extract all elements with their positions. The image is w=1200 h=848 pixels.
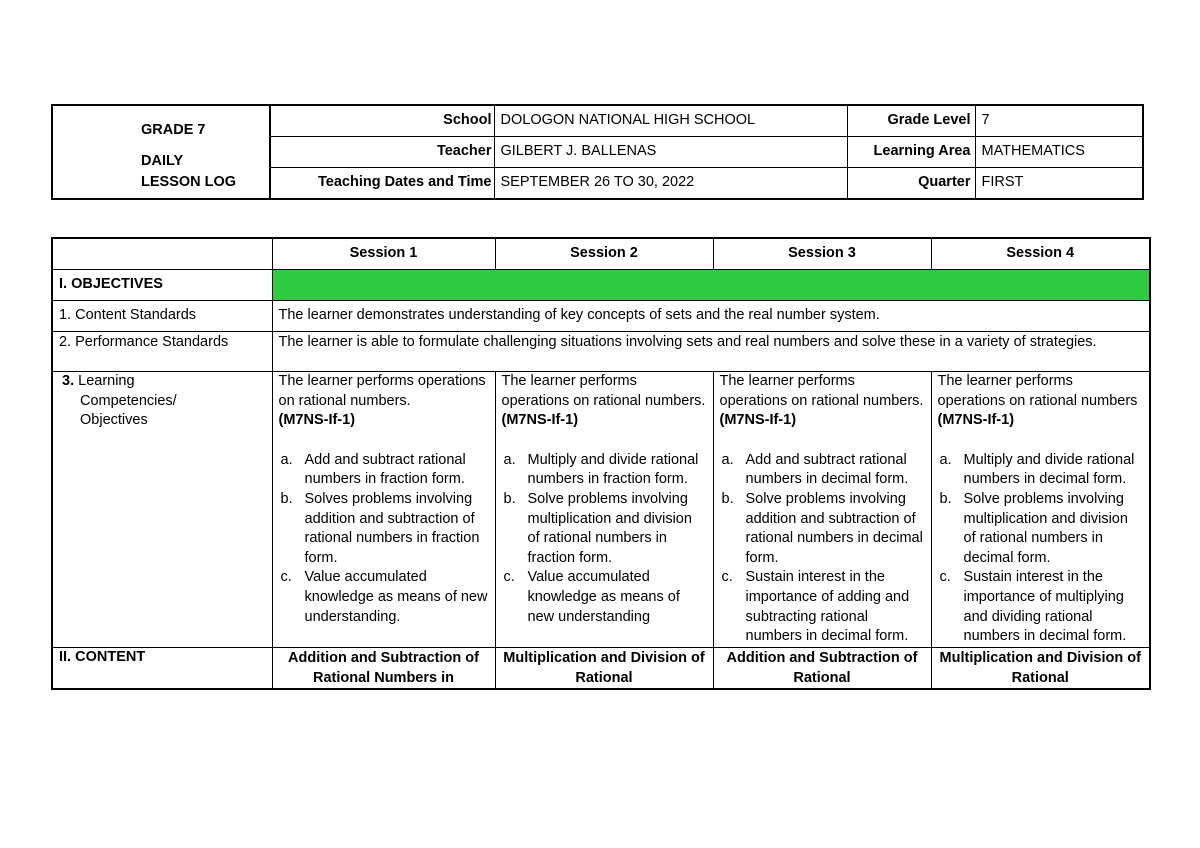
- content-cell-3: Addition and Subtraction of Rational: [713, 647, 931, 689]
- objective-list: [938, 451, 1144, 647]
- content-standards-row: [52, 301, 1150, 332]
- objective-list: [502, 451, 707, 627]
- objective-item: a. Multiply and divide rational numbers in fraction form.: [503, 451, 699, 488]
- teaching-dates-value: SEPTEMBER 26 TO 30, 2022: [494, 168, 847, 200]
- lesson-plan-table: [51, 237, 1151, 690]
- content-label: II. CONTENT: [52, 647, 272, 689]
- content-standards-label: 1. Content Standards: [52, 301, 272, 332]
- competency-code: (M7NS-If-1): [937, 412, 1015, 429]
- session-3-header: Session 3: [713, 238, 931, 270]
- competencies-row: [52, 372, 1150, 648]
- objective-item: a. Add and subtract rational numbers in fraction form.: [280, 451, 466, 488]
- grade-label: GRADE 7: [141, 122, 206, 138]
- competency-intro: The learner performs operations on rational numbers.: [278, 373, 486, 409]
- performance-standards-text: The learner is able to formulate challenging situations involving sets and real numbers and solve these in a variety of strategies.: [272, 332, 1150, 372]
- teacher-label: Teacher: [270, 137, 494, 168]
- objectives-green-bar: [272, 270, 1150, 301]
- school-value: DOLOGON NATIONAL HIGH SCHOOL: [494, 105, 847, 137]
- competencies-label-line3: Objectives: [80, 412, 148, 429]
- competency-intro: The learner performs operations on rational numbers.: [501, 373, 706, 409]
- objective-list: [720, 451, 925, 647]
- competency-cell-3: [713, 372, 931, 648]
- objective-item: c. Sustain interest in the importance of adding and subtracting rational numbers in decimal form.: [721, 569, 910, 645]
- objective-item: b. Solve problems involving addition and subtraction of rational numbers in decimal form.: [721, 490, 923, 566]
- learning-area-label: Learning Area: [847, 137, 975, 168]
- teaching-dates-label: Teaching Dates and Time: [270, 168, 494, 200]
- objectives-label: I. OBJECTIVES: [52, 270, 272, 301]
- competencies-label-line2: Competencies/: [80, 392, 177, 409]
- performance-standards-label: 2. Performance Standards: [52, 332, 272, 372]
- objective-item: c. Value accumulated knowledge as means of new understanding.: [280, 569, 488, 625]
- objectives-row: [52, 270, 1150, 301]
- grade-title: [52, 105, 270, 199]
- competency-cell-2: [495, 372, 713, 648]
- content-row: [52, 647, 1150, 689]
- teacher-value: GILBERT J. BALLENAS: [494, 137, 847, 168]
- quarter-label: Quarter: [847, 168, 975, 200]
- learning-area-value: MATHEMATICS: [975, 137, 1143, 168]
- objective-item: b. Solve problems involving multiplication and division of rational numbers in fraction form.: [503, 490, 692, 566]
- quarter-value: FIRST: [975, 168, 1143, 200]
- performance-standards-row: [52, 332, 1150, 372]
- competency-code: (M7NS-If-1): [719, 412, 797, 429]
- competency-cell-4: [931, 372, 1150, 648]
- competencies-label-line1: Learning: [78, 373, 135, 389]
- content-cell-2: Multiplication and Division of Rational: [495, 647, 713, 689]
- competency-code: (M7NS-If-1): [278, 412, 356, 429]
- session-2-header: Session 2: [495, 238, 713, 270]
- session-header-row: [52, 238, 1150, 270]
- competencies-number: 3.: [62, 373, 75, 389]
- objective-item: a. Multiply and divide rational numbers in decimal form.: [939, 451, 1135, 488]
- session-1-header: Session 1: [272, 238, 495, 270]
- content-cell-1: Addition and Subtraction of Rational Numbers in: [272, 647, 495, 689]
- grade-level-label: Grade Level: [847, 105, 975, 137]
- objective-list: [279, 451, 489, 627]
- competency-intro: The learner performs operations on rational numbers: [937, 373, 1138, 409]
- grade-level-value: 7: [975, 105, 1143, 137]
- school-label: School: [270, 105, 494, 137]
- blank-corner-cell: [52, 238, 272, 270]
- content-cell-4: Multiplication and Division of Rational: [931, 647, 1150, 689]
- objective-item: b. Solve problems involving multiplication and division of rational numbers in decimal form.: [939, 490, 1128, 566]
- content-standards-text: The learner demonstrates understanding of key concepts of sets and the real number system.: [272, 301, 1150, 332]
- daily-label: DAILY: [141, 153, 184, 169]
- objective-item: c. Sustain interest in the importance of multiplying and dividing rational numbers in decimal form.: [939, 569, 1127, 645]
- objective-item: b. Solves problems involving addition and subtraction of rational numbers in fraction form.: [280, 490, 480, 566]
- lesson-log-label: LESSON LOG: [141, 174, 237, 190]
- lesson-log-header: [51, 104, 1144, 200]
- objective-item: c. Value accumulated knowledge as means of new understanding: [503, 569, 680, 625]
- objective-item: a. Add and subtract rational numbers in decimal form.: [721, 451, 909, 488]
- competencies-label: [52, 372, 272, 648]
- competency-cell-1: [272, 372, 495, 648]
- session-4-header: Session 4: [931, 238, 1150, 270]
- competency-code: (M7NS-If-1): [501, 412, 579, 429]
- competency-intro: The learner performs operations on rational numbers.: [719, 373, 924, 409]
